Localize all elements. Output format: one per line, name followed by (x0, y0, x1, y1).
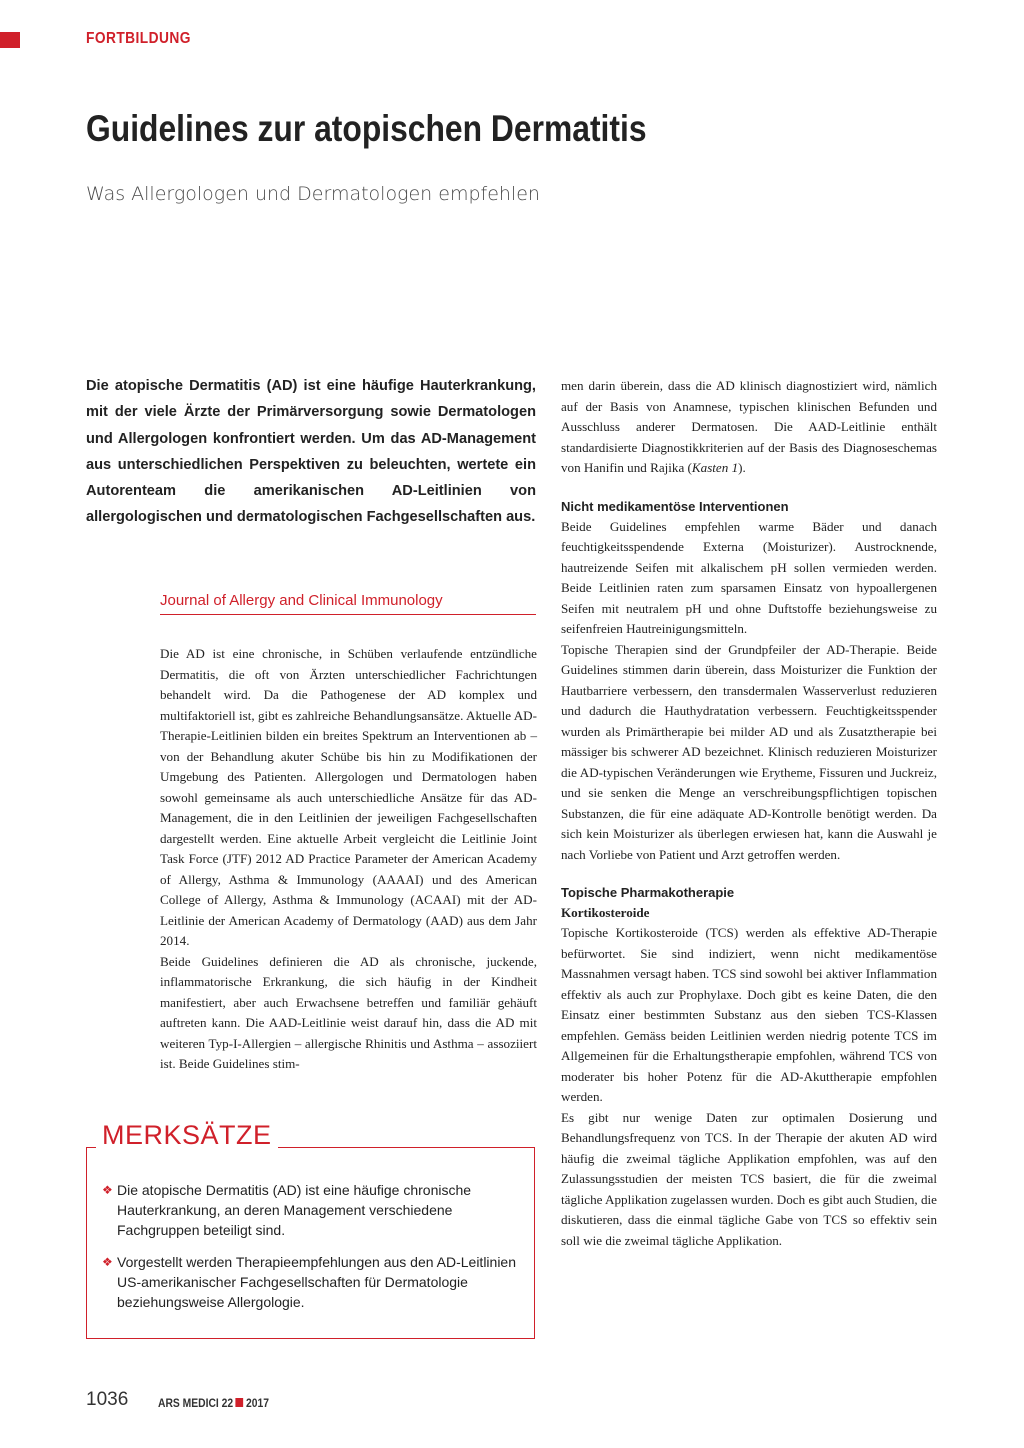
box-reference: Kasten 1 (691, 460, 739, 475)
key-point-text: Vorgestellt werden Therapieempfehlungen aus den AD-Leitlinien US-amerikanischer Fachgesellschaften für Dermatologie beziehungsweise Allergologie. (117, 1254, 517, 1310)
body-left-column (160, 644, 537, 1075)
journal-footer (158, 1396, 269, 1410)
body-paragraph: Es gibt nur wenige Daten zur optimalen Dosierung und Behandlungsfrequenz von TCS. In der Therapie der akuten AD wird häufig die zweimal tägliche Applikation empfohlen, was auf den Zulassungsstudien der meisten TCS basiert, die für die zweimal tägliche Applikation zugelassen wurden. Doch es gibt auch Studien, die diskutieren, dass die einmal tägliche Gabe von TCS so effektiv sein soll wie die zweimal tägliche Applikation. (561, 1109, 937, 1248)
intro-text-end: ). (738, 460, 746, 475)
body-paragraph: Beide Guidelines definieren die AD als chronische, juckende, inflammatorische Erkrankung, die sich häufig in der Kindheit manifestiert, aber auch Erwachsene betreffen und familiär gehäuft auftreten kann. Die AAD-Leitlinie weist darauf hin, dass die AD mit weiteren Typ-I-Allergien – allergische Rhinitis und Asthma – assoziiert ist. Beide Guidelines stim- (160, 953, 537, 1071)
diamond-bullet-icon: ❖ (102, 1255, 113, 1269)
lead-paragraph: Die atopische Dermatitis (AD) ist eine häufige Hauterkrankung, mit der viele Ärzte der Primärversorgung sowie Dermatologen und Allergologen konfrontiert werden. Um das AD-Management aus unterschiedlichen Perspektiven zu beleuchten, wertete ein Autorenteam die amerikanischen AD-Leitlinien von allergologischen und dermatologischen Fachgesellschaften aus. (86, 378, 536, 526)
diamond-bullet-icon: ❖ (102, 1183, 113, 1197)
body-paragraph: Die AD ist eine chronische, in Schüben verlaufende entzündliche Dermatitis, die oft von Ärzten unterschiedlicher Fachrichtungen behandelt wird. Da die Pathogenese der AD komplex und multifaktoriell ist, gibt es zahlreiche Behandlungsansätze. Aktuelle AD-Therapie-Leitlinien bilden ein breites Spektrum an Interventionen ab – von der Behandlung akuter Schübe bis hin zu Modifikationen der Umgebung des Patienten. Allergologen und Dermatologen haben sowohl gemeinsame als auch unterschiedliche Ansätze für das AD-Management, die in den Leitlinien der jeweiligen Fachgesellschaften dargestellt werden. Eine aktuelle Arbeit vergleicht die Leitlinie Joint Task Force (JTF) 2012 AD Practice Parameter der American Academy of Allergy, Asthma & Immunology (AAAAI) und des American College of Allergy, Asthma & Immunology (ACAAI) mit der AD-Leitlinie der American Academy of Dermatology (AAD) aus dem Jahr 2014. (160, 646, 537, 948)
section-heading: Topische Pharmakotherapie (561, 885, 735, 900)
list-item (102, 1252, 520, 1312)
body-paragraph: Topische Kortikosteroide (TCS) werden als effektive AD-Therapie befürwortet. Sie sind indiziert, wenn nicht medikamentöse Massnahmen versagt haben. TCS sind sowohl bei aktiver Inflammation effektiv als auch zur Prophylaxe. Doch gibt es keine Daten, die den Einsatz einer bestimmten Substanz aus den sieben TCS-Klassen empfehlen. Gemäss beiden Leitlinien werden niedrig potente TCS im Allgemeinen für die Erhaltungstherapie empfohlen, während TCS von moderater bis hoher Potenz für die AD-Akuttherapie empfohlen werden. (561, 925, 937, 1104)
body-right-column (561, 376, 937, 1251)
key-points-title: MERKSÄTZE (96, 1120, 278, 1151)
section-label: FORTBILDUNG (86, 30, 191, 47)
key-points-list (102, 1180, 520, 1324)
intro-text: men darin überein, dass die AD klinisch diagnostiziert wird, nämlich auf der Basis von Anamnese, typischen klinischen Befunden und Ausschluss anderer Dermatosen. Die AAD-Leitlinie enthält standardisierte Diagnostikkriterien auf der Basis des Diagnoseschemas von Hanifin und Rajika ( (561, 378, 937, 475)
list-item (102, 1180, 520, 1240)
article-title: Guidelines zur atopischen Dermatitis (86, 108, 647, 149)
key-point-text: Die atopische Dermatitis (AD) ist eine häufige chronische Hauterkrankung, an deren Management verschiedene Fachgruppen beteiligt sind. (117, 1182, 472, 1238)
body-paragraph: Topische Therapien sind der Grundpfeiler der AD-Therapie. Beide Guidelines stimmen darin überein, dass Moisturizer die Funktion der Hautbarriere verbessern, den transdermalen Wasserverlust reduzieren und dadurch die Hauthydratation verbessern. Feuchtigkeitsspender wurden als Primärtherapie bei milder AD und als Zusatztherapie bei mässiger bis schwerer AD bezeichnet. Klinisch reduzieren Moisturizer die AD-typischen Veränderungen wie Erytheme, Fissuren und Juckreiz, und sie senken die Menge an verschreibungspflichtigen topischen Substanzen, die für eine adäquate AD-Kontrolle benötigt werden. Da sich kein Moisturizer als überlegen erwiesen hat, kann die Auswahl je nach Vorliebe von Patient und Arzt getroffen werden. (561, 641, 937, 862)
journal-year: 2017 (246, 1396, 269, 1410)
journal-name: ARS MEDICI 22 (158, 1396, 234, 1410)
section-heading: Nicht medikamentöse Interventionen (561, 498, 789, 514)
section-marker (0, 32, 20, 48)
source-journal: Journal of Allergy and Clinical Immunology (160, 592, 443, 609)
source-divider (160, 614, 536, 615)
article-subtitle: Was Allergologen und Dermatologen empfehlen (86, 183, 540, 205)
page-number: 1036 (86, 1389, 129, 1410)
body-paragraph: Beide Guidelines empfehlen warme Bäder und danach feuchtigkeitsspendende Externa (Moisturizer). Austrocknende, hautreizende Seifen mit alkalischem pH sollen vermieden werden. Beide Leitlinien raten zum sparsamen Einsatz von hypoallergenen Seifen mit neutralem pH und ohne Duftstoffe beziehungsweise zu seifenfreien Hautreinigungsmitteln. (561, 518, 937, 636)
subsection-heading: Kortikosteroide (561, 905, 650, 920)
square-separator-icon (236, 1398, 244, 1407)
body-paragraph (561, 376, 937, 479)
